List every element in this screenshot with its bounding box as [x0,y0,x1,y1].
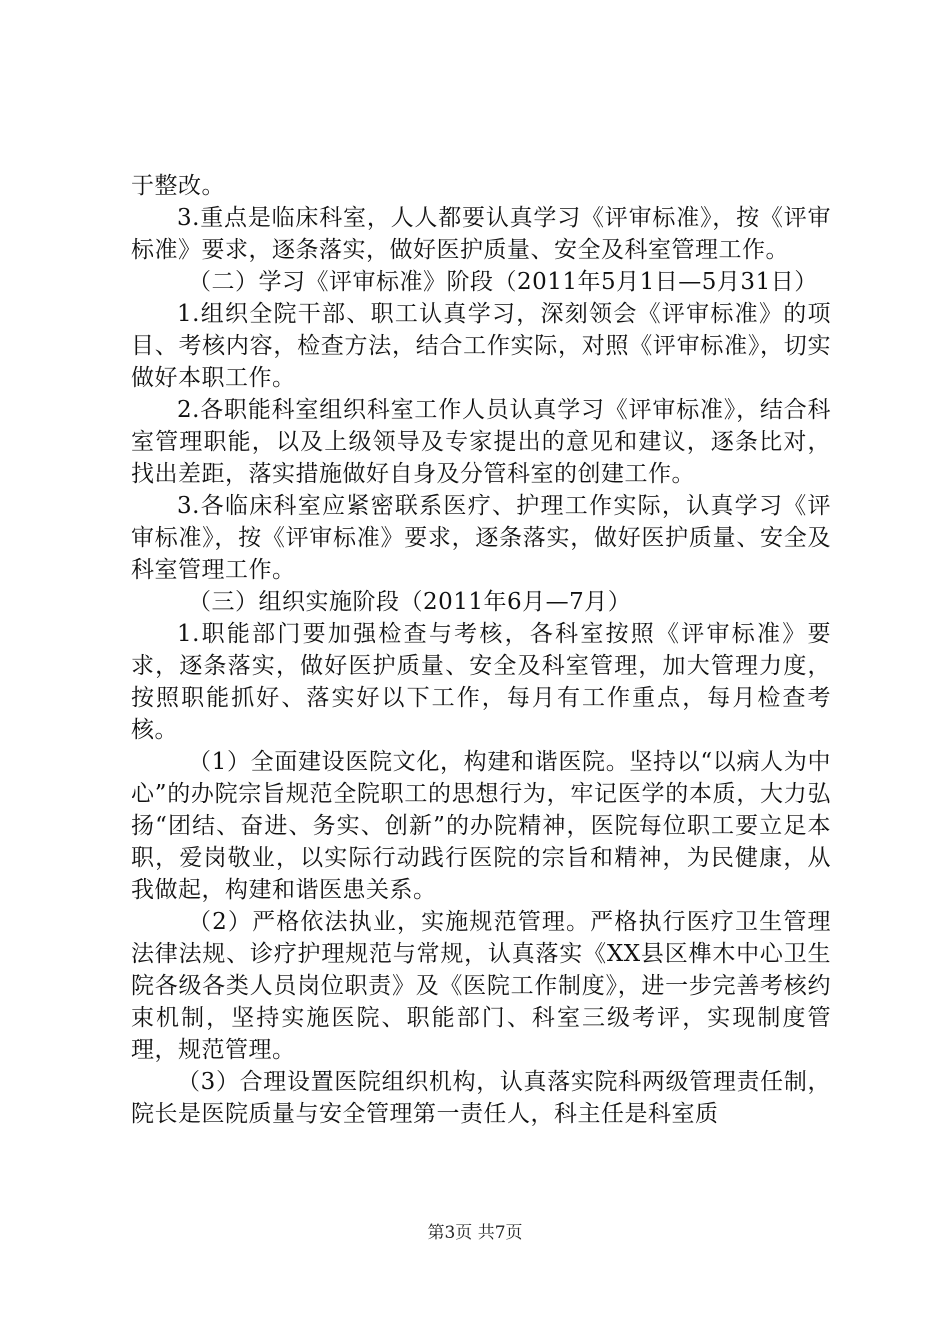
page-footer [0,1218,950,1243]
paragraph-item-3-key-clinical: 3.重点是临床科室，人人都要认真学习《评审标准》，按《评审标准》要求，逐条落实，做好医护质量、安全及科室管理工作。 [131,205,831,263]
page-number-label: 第3页 共7页 [427,1223,523,1243]
paragraph-subitem-3-organization: （3）合理设置医院组织机构，认真落实院科两级管理责任制，院长是医院质量与安全管理第一责任人，科主任是科室质 [131,1069,831,1127]
section-heading-implementation-stage: （三）组织实施阶段（2011年6月—7月） [188,589,632,615]
paragraph-subitem-2-lawful-practice: （2）严格依法执业，实施规范管理。严格执行医疗卫生管理法律法规、诊疗护理规范与常规，认真落实《XX县区榫木中心卫生院各级各类人员岗位职责》及《医院工作制度》，进一步完善考核约束机制，坚持实施医院、职能部门、科室三级考评，实现制度管理，规范管理。 [131,909,831,1063]
paragraph-continuation: 于整改。 [131,173,225,199]
document-body [131,170,831,1130]
paragraph-item-3-clinical-departments: 3.各临床科室应紧密联系医疗、护理工作实际，认真学习《评审标准》，按《评审标准》要求，逐条落实，做好医护质量、安全及科室管理工作。 [131,493,831,583]
paragraph-item-1-inspection: 1.职能部门要加强检查与考核，各科室按照《评审标准》要求，逐条落实，做好医护质量、安全及科室管理，加大管理力度，按照职能抓好、落实好以下工作，每月有工作重点，每月检查考核。 [131,621,831,743]
paragraph-subitem-1-hospital-culture: （1）全面建设医院文化，构建和谐医院。坚持以“以病人为中心”的办院宗旨规范全院职工的思想行为，牢记医学的本质，大力弘扬“团结、奋进、务实、创新”的办院精神，医院每位职工要立足本职，爱岗敬业，以实际行动践行医院的宗旨和精神，为民健康，从我做起，构建和谐医患关系。 [131,749,831,903]
paragraph-item-1-organize-study: 1.组织全院干部、职工认真学习，深刻领会《评审标准》的项目、考核内容，检查方法，结合工作实际，对照《评审标准》，切实做好本职工作。 [131,301,831,391]
section-heading-study-stage: （二）学习《评审标准》阶段（2011年5月1日—5月31日） [188,269,818,295]
paragraph-item-2-functional-departments: 2.各职能科室组织科室工作人员认真学习《评审标准》，结合科室管理职能，以及上级领导及专家提出的意见和建议，逐条比对，找出差距，落实措施做好自身及分管科室的创建工作。 [131,397,831,487]
